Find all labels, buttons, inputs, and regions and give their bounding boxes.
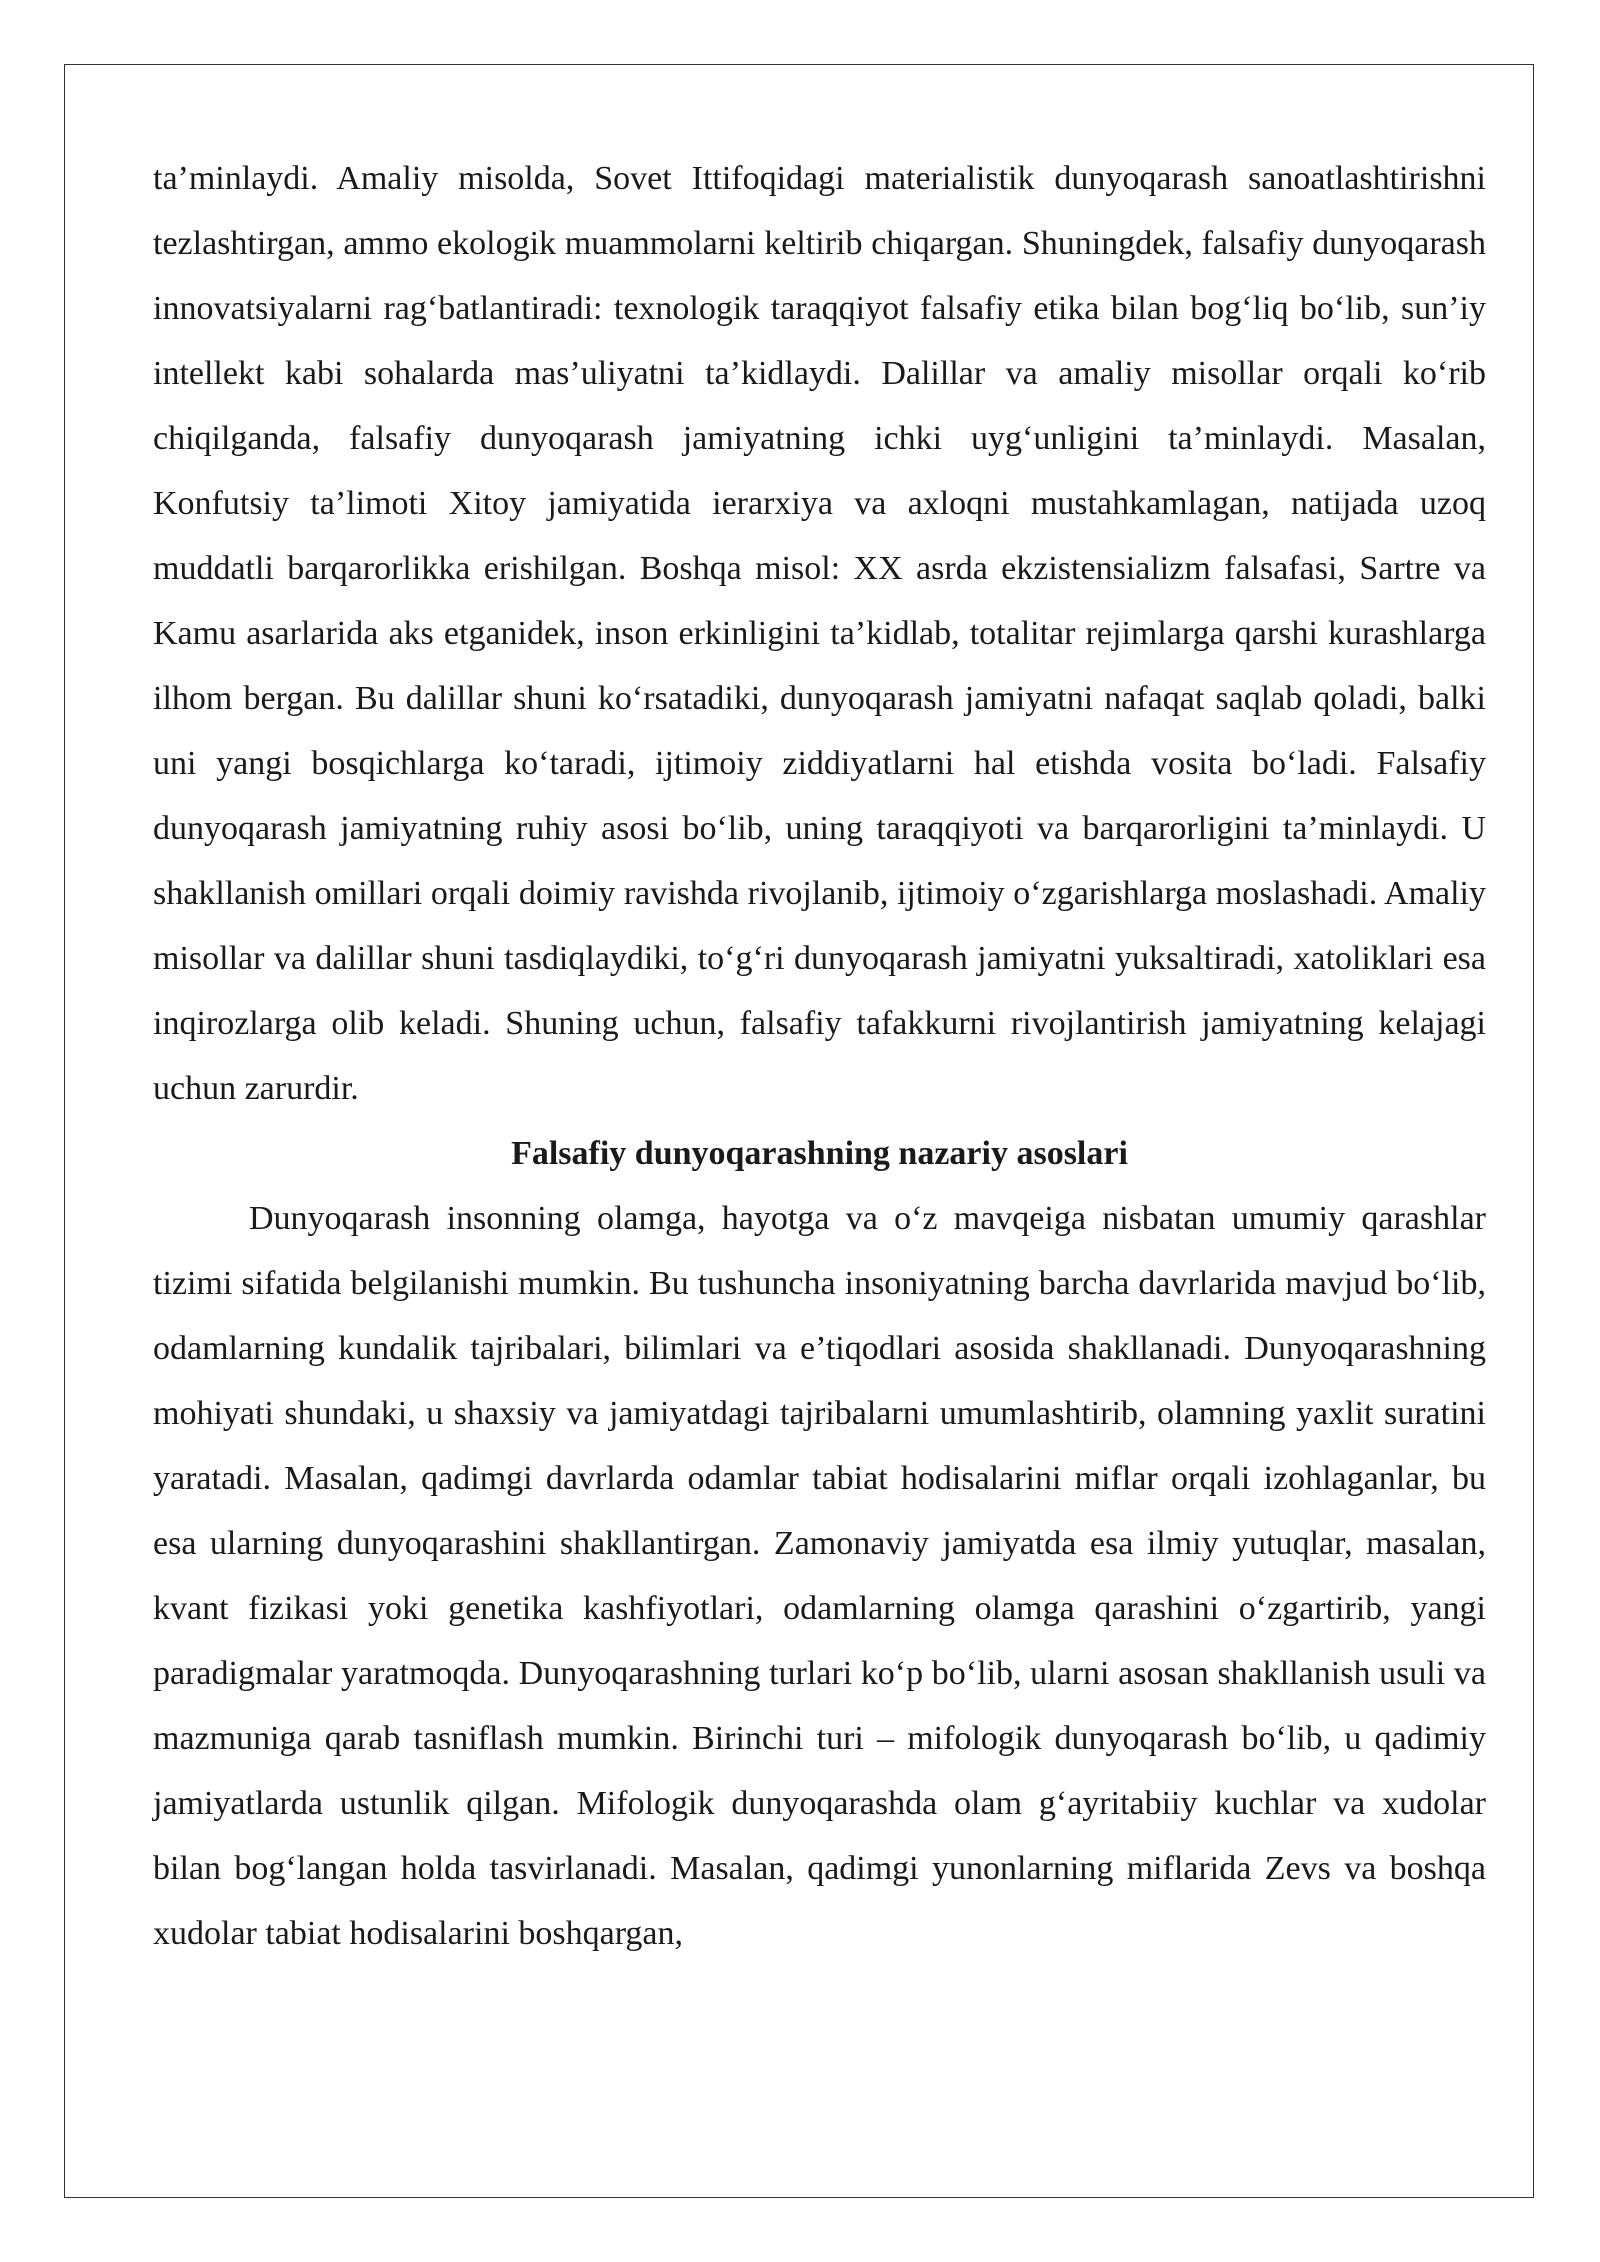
paragraph-continuation: ta’minlaydi. Amaliy misolda, Sovet Ittifoqidagi materialistik dunyoqarash sanoatlashtirishni tezlashtirgan, ammo ekologik muammolarni keltirib chiqargan. Shuningdek, falsafiy dunyoqarash innovatsiyalarni rag‘batlantiradi: texnologik taraqqiyot falsafiy etika bilan bog‘liq bo‘lib, sun’iy intellekt kabi sohalarda mas’uliyatni ta’kidlaydi. Dalillar va amaliy misollar orqali ko‘rib chiqilganda, falsafiy dunyoqarash jamiyatning ichki uyg‘unligini ta’minlaydi. Masalan, Konfutsiy ta’limoti Xitoy jamiyatida ierarxiya va axloqni mustahkamlagan, natijada uzoq muddatli barqarorlikka erishilgan. Boshqa misol: XX asrda ekzistensializm falsafasi, Sartre va Kamu asarlarida aks etganidek, inson erkinligini ta’kidlab, totalitar rejimlarga qarshi kurashlarga ilhom bergan. Bu dalillar shuni ko‘rsatadiki, dunyoqarash jamiyatni nafaqat saqlab qoladi, balki uni yangi bosqichlarga ko‘taradi, ijtimoiy ziddiyatlarni hal etishda vosita bo‘ladi. Falsafiy dunyoqarash jamiyatning ruhiy asosi bo‘lib, uning taraqqiyoti va barqarorligini ta’minlaydi. U shakllanish omillari orqali doimiy ravishda rivojlanib, ijtimoiy o‘zgarishlarga moslashadi. Amaliy misollar va dalillar shuni tasdiqlaydiki, to‘g‘ri dunyoqarash jamiyatni yuksaltiradi, xatoliklari esa inqirozlarga olib keladi. Shuning uchun, falsafiy tafakkurni rivojlantirish jamiyatning kelajagi uchun zarurdir. — [153, 160, 1486, 1107]
paragraph-theory: Dunyoqarash insonning olamga, hayotga va o‘z mavqeiga nisbatan umumiy qarashlar tizimi sifatida belgilanishi mumkin. Bu tushuncha insoniyatning barcha davrlarida mavjud bo‘lib, odamlarning kundalik tajribalari, bilimlari va e’tiqodlari asosida shakllanadi. Dunyoqarashning mohiyati shundaki, u shaxsiy va jamiyatdagi tajribalarni umumlashtirib, olamning yaxlit suratini yaratadi. Masalan, qadimgi davrlarda odamlar tabiat hodisalarini miflar orqali izohlaganlar, bu esa ularning dunyoqarashini shakllantirgan. Zamonaviy jamiyatda esa ilmiy yutuqlar, masalan, kvant fizikasi yoki genetika kashfiyotlari, odamlarning olamga qarashini o‘zgartirib, yangi paradigmalar yaratmoqda. Dunyoqarashning turlari ko‘p bo‘lib, ularni asosan shakllanish usuli va mazmuniga qarab tasniflash mumkin. Birinchi turi – mifologik dunyoqarash bo‘lib, u qadimiy jamiyatlarda ustunlik qilgan. Mifologik dunyoqarashda olam g‘ayritabiiy kuchlar va xudolar bilan bog‘langan holda tasvirlanadi. Masalan, qadimgi yunonlarning miflarida Zevs va boshqa xudolar tabiat hodisalarini boshqargan, — [153, 1200, 1486, 1952]
document-body — [153, 146, 1486, 1966]
section-heading: Falsafiy dunyoqarashning nazariy asoslari — [511, 1135, 1128, 1172]
